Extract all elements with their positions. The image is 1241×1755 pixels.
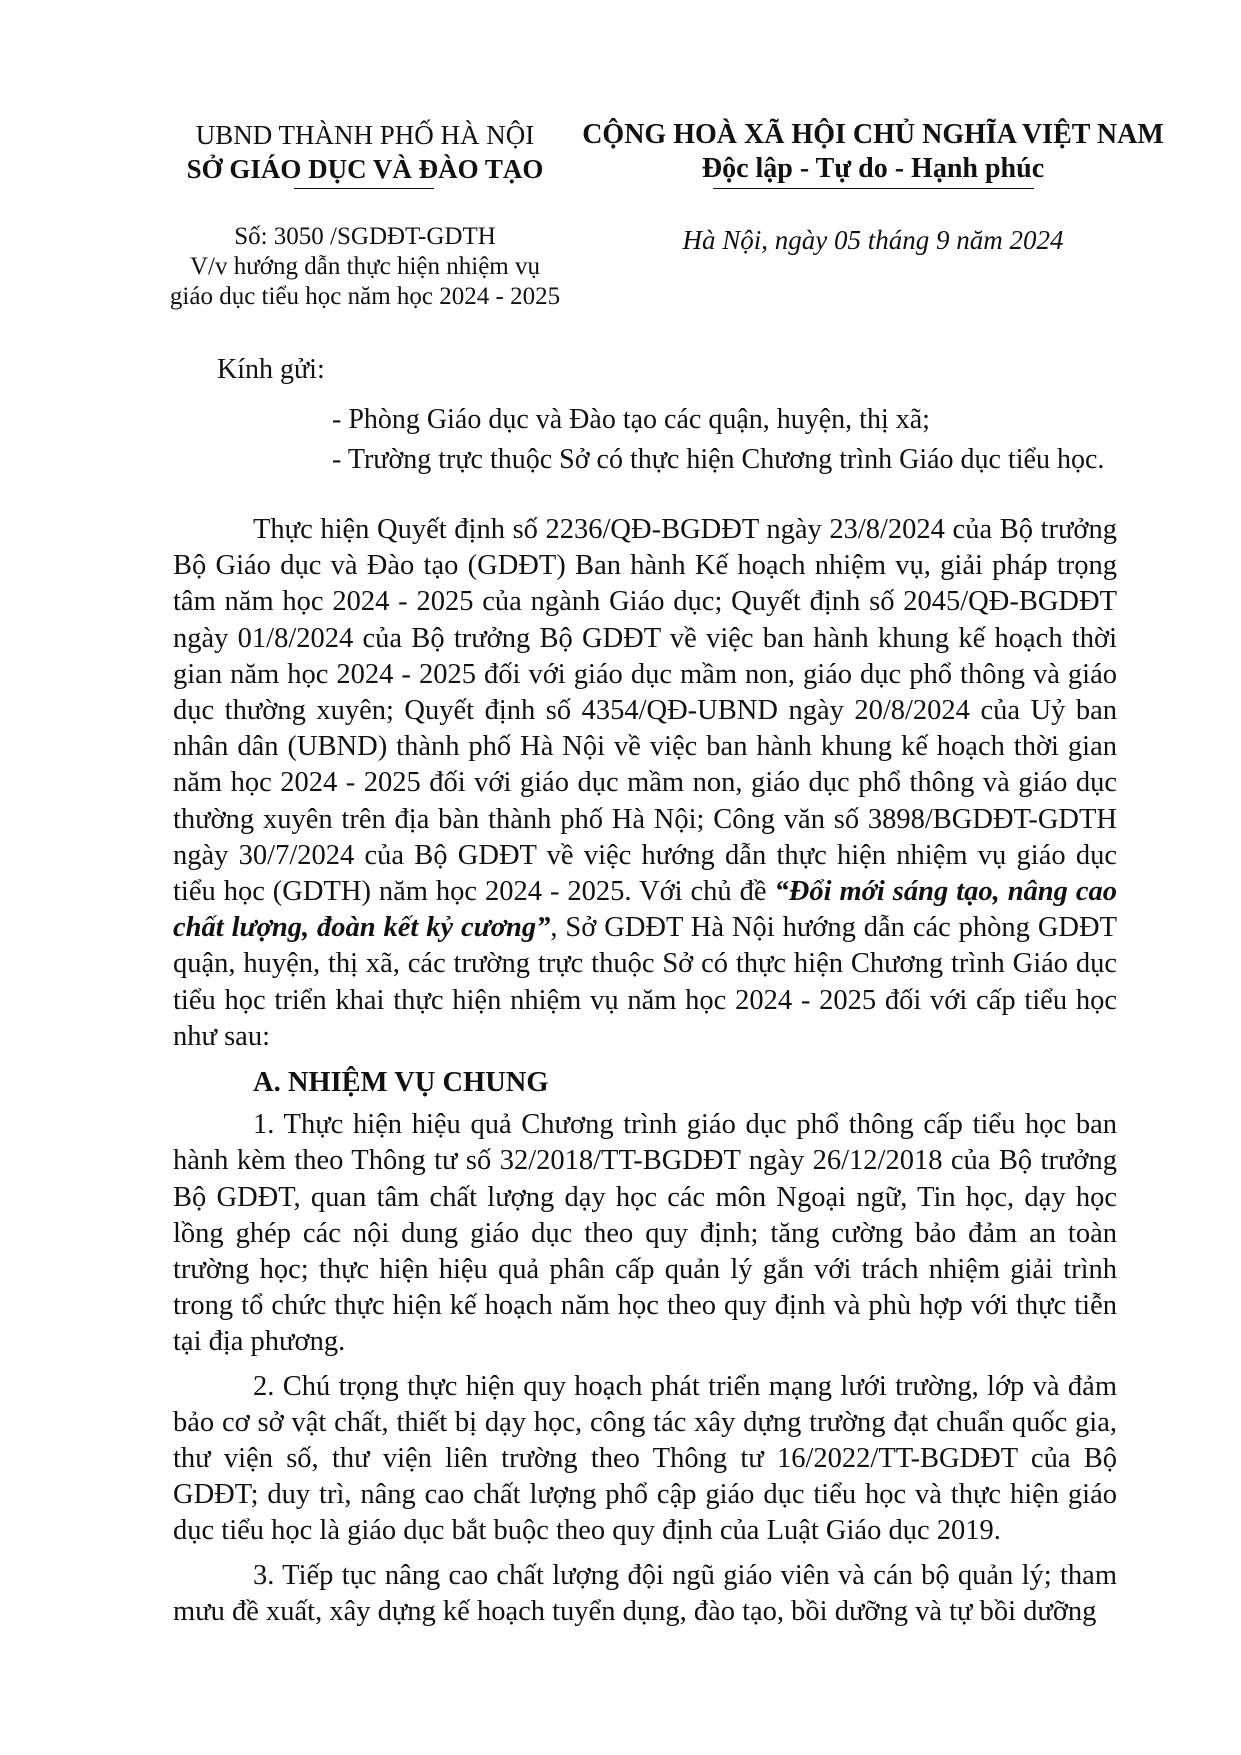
motto: Độc lập - Tự do - Hạnh phúc bbox=[701, 153, 1045, 184]
national-motto bbox=[578, 118, 1168, 186]
motto-underline bbox=[713, 188, 1034, 189]
recipient-item: - Trường trực thuộc Sở có thực hiện Chương trình Giáo dục tiểu học. bbox=[332, 444, 1105, 475]
reference-block bbox=[140, 222, 590, 312]
agency-parent: UBND THÀNH PHỐ HÀ NỘI bbox=[195, 120, 535, 150]
subject-line-2: giáo dục tiểu học năm học 2024 - 2025 bbox=[169, 283, 561, 310]
date-line: Hà Nội, ngày 05 tháng 9 năm 2024 bbox=[682, 225, 1064, 255]
intro-text-2: , Sở GDĐT Hà Nội hướng dẫn các phòng GDĐT quận, huyện, thị xã, các trường trực thuộc Sở có thực hiện Chương trình Giáo dục tiểu học triển khai thực hiện nhiệm vụ năm học 2024 - 2025 đối với cấp tiểu học như sau: bbox=[173, 912, 1117, 1052]
theme-phrase: “Đổi mới sáng tạo, nâng cao chất lượng, đoàn kết kỷ cương” bbox=[173, 876, 1118, 944]
recipients-list bbox=[332, 400, 1104, 480]
section-title: A. NHIỆM VỤ CHUNG bbox=[253, 1067, 549, 1099]
document-body bbox=[173, 512, 1117, 1630]
salutation: Kính gửi: bbox=[217, 354, 325, 385]
subject-line-1: V/v hướng dẫn thực hiện nhiệm vụ bbox=[190, 253, 540, 280]
document-number: Số: 3050 /SGDĐT-GDTH bbox=[234, 223, 496, 250]
agency-name: SỞ GIÁO DỤC VÀ ĐÀO TẠO bbox=[186, 154, 544, 184]
agency-underline bbox=[294, 188, 434, 189]
intro-text-1: Thực hiện Quyết định số 2236/QĐ-BGDĐT ngày 23/8/2024 của Bộ trưởng Bộ Giáo dục và Đào tạo (GDĐT) Ban hành Kế hoạch nhiệm vụ, giải pháp trọng tâm năm học 2024 - 2025 của ngành Giáo dục; Quyết định số 2045/QĐ-BGDĐT ngày 01/8/2024 của Bộ trưởng Bộ GDĐT về việc ban hành khung kế hoạch thời gian năm học 2024 - 2025 đối với giáo dục mầm non, giáo dục phổ thông và giáo dục thường xuyên; Quyết định số 4354/QĐ-UBND ngày 20/8/2024 của Uỷ ban nhân dân (UBND) thành phố Hà Nội về việc ban hành khung kế hoạch thời gian năm học 2024 - 2025 đối với giáo dục mầm non, giáo dục phổ thông và giáo dục thường xuyên trên địa bàn thành phố Hà Nội; Công văn số 3898/BGDĐT-GDTH ngày 30/7/2024 của Bộ GDĐT về việc hướng dẫn thực hiện nhiệm vụ giáo dục tiểu học (GDTH) năm học 2024 - 2025. Với chủ đề bbox=[173, 514, 1117, 908]
issuing-agency bbox=[140, 118, 590, 186]
recipient-item: - Phòng Giáo dục và Đào tạo các quận, huyện, thị xã; bbox=[332, 404, 930, 435]
country-name: CỘNG HOÀ XÃ HỘI CHỦ NGHĨA VIỆT NAM bbox=[582, 119, 1164, 150]
intro-paragraph bbox=[173, 512, 1117, 1055]
task-item-3: 3. Tiếp tục nâng cao chất lượng đội ngũ giáo viên và cán bộ quản lý; tham mưu đề xuất, xây dựng kế hoạch tuyển dụng, đào tạo, bồi dưỡng và tự bồi dưỡng bbox=[173, 1559, 1117, 1627]
task-item-1: 1. Thực hiện hiệu quả Chương trình giáo dục phổ thông cấp tiểu học ban hành kèm theo Thông tư số 32/2018/TT-BGDĐT ngày 26/12/2018 của Bộ trưởng Bộ GDĐT, quan tâm chất lượng dạy học các môn Ngoại ngữ, Tin học, dạy học lồng ghép các nội dung giáo dục theo quy định; tăng cường bảo đảm an toàn trường học; thực hiện hiệu quả phân cấp quản lý gắn với trách nhiệm giải trình trong tổ chức thực hiện kế hoạch năm học theo quy định và phù hợp với thực tiễn tại địa phương. bbox=[173, 1109, 1117, 1358]
task-item-2: 2. Chú trọng thực hiện quy hoạch phát triển mạng lưới trường, lớp và đảm bảo cơ sở vật chất, thiết bị dạy học, công tác xây dựng trường đạt chuẩn quốc gia, thư viện số, thư viện liên trường theo Thông tư 16/2022/TT-BGDĐT của Bộ GDĐT; duy trì, nâng cao chất lượng phổ cập giáo dục tiểu học và thực hiện giáo dục tiểu học là giáo dục bắt buộc theo quy định của Luật Giáo dục 2019. bbox=[173, 1370, 1117, 1547]
